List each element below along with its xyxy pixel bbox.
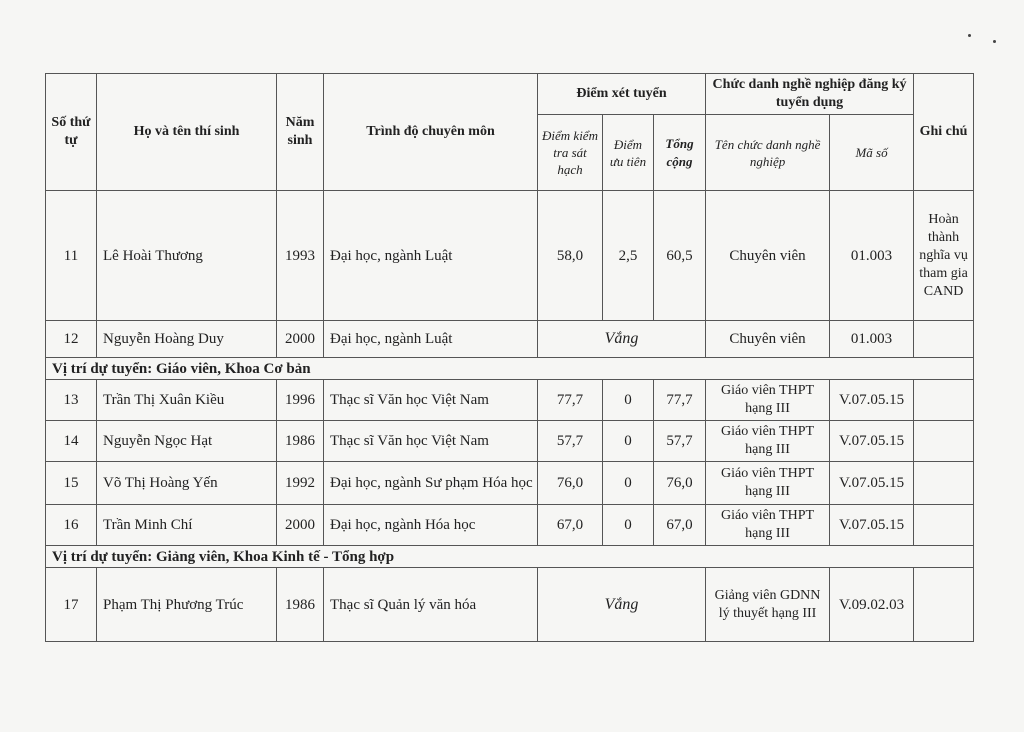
cell-no: 11	[46, 191, 97, 321]
cell-score-total: 60,5	[654, 191, 706, 321]
table-row	[46, 505, 974, 546]
cell-year: 1986	[277, 421, 324, 462]
cell-title-name: Chuyên viên	[706, 321, 830, 358]
cell-name: Nguyễn Hoàng Duy	[97, 321, 277, 358]
cell-score-exam: 67,0	[538, 505, 603, 546]
cell-no: 13	[46, 380, 97, 421]
col-header-title-name: Tên chức danh nghề nghiệp	[706, 115, 830, 191]
section-title: Vị trí dự tuyển: Giảng viên, Khoa Kinh tế - Tổng hợp	[46, 546, 974, 568]
section-title: Vị trí dự tuyển: Giáo viên, Khoa Cơ bản	[46, 358, 974, 380]
cell-qualification: Đại học, ngành Luật	[324, 321, 538, 358]
col-header-title-group: Chức danh nghề nghiệp đăng ký tuyển dụng	[706, 74, 914, 115]
cell-title-name: Giáo viên THPT hạng III	[706, 421, 830, 462]
cell-title-name: Giảng viên GDNN lý thuyết hạng III	[706, 568, 830, 642]
cell-note	[914, 568, 974, 642]
cell-title-code: V.09.02.03	[830, 568, 914, 642]
cell-score-total: 77,7	[654, 380, 706, 421]
col-header-score-total: Tổng cộng	[654, 115, 706, 191]
cell-name: Trần Minh Chí	[97, 505, 277, 546]
cell-score-priority: 2,5	[603, 191, 654, 321]
col-header-score-exam: Điểm kiểm tra sát hạch	[538, 115, 603, 191]
cell-note	[914, 421, 974, 462]
col-header-birth-year: Năm sinh	[277, 74, 324, 191]
cell-no: 17	[46, 568, 97, 642]
col-header-score-priority: Điểm ưu tiên	[603, 115, 654, 191]
section-row	[46, 358, 974, 380]
cell-name: Trần Thị Xuân Kiều	[97, 380, 277, 421]
cell-note	[914, 380, 974, 421]
cell-title-code: V.07.05.15	[830, 421, 914, 462]
cell-no: 15	[46, 462, 97, 505]
cell-title-name: Giáo viên THPT hạng III	[706, 462, 830, 505]
cell-score-priority: 0	[603, 505, 654, 546]
col-header-no: Số thứ tự	[46, 74, 97, 191]
col-header-score-group: Điểm xét tuyển	[538, 74, 706, 115]
cell-score-priority: 0	[603, 380, 654, 421]
cell-note	[914, 505, 974, 546]
table-row	[46, 321, 974, 358]
scan-speck	[968, 34, 971, 37]
cell-qualification: Đại học, ngành Luật	[324, 191, 538, 321]
cell-name: Lê Hoài Thương	[97, 191, 277, 321]
cell-note: Hoàn thành nghĩa vụ tham gia CAND	[914, 191, 974, 321]
cell-title-name: Chuyên viên	[706, 191, 830, 321]
cell-absent: Vắng	[538, 568, 706, 642]
cell-no: 12	[46, 321, 97, 358]
cell-score-exam: 77,7	[538, 380, 603, 421]
cell-year: 2000	[277, 505, 324, 546]
cell-score-total: 76,0	[654, 462, 706, 505]
cell-year: 2000	[277, 321, 324, 358]
cell-score-total: 57,7	[654, 421, 706, 462]
cell-title-name: Giáo viên THPT hạng III	[706, 380, 830, 421]
cell-qualification: Đại học, ngành Hóa học	[324, 505, 538, 546]
cell-title-name: Giáo viên THPT hạng III	[706, 505, 830, 546]
cell-no: 14	[46, 421, 97, 462]
table-header	[46, 74, 974, 191]
table-row	[46, 421, 974, 462]
cell-title-code: V.07.05.15	[830, 462, 914, 505]
cell-qualification: Thạc sĩ Văn học Việt Nam	[324, 421, 538, 462]
col-header-note: Ghi chú	[914, 74, 974, 191]
section-row	[46, 546, 974, 568]
table-row	[46, 380, 974, 421]
table-row	[46, 568, 974, 642]
cell-qualification: Đại học, ngành Sư phạm Hóa học	[324, 462, 538, 505]
cell-name: Nguyễn Ngọc Hạt	[97, 421, 277, 462]
cell-note	[914, 321, 974, 358]
cell-year: 1992	[277, 462, 324, 505]
cell-name: Phạm Thị Phương Trúc	[97, 568, 277, 642]
cell-score-exam: 76,0	[538, 462, 603, 505]
cell-title-code: V.07.05.15	[830, 505, 914, 546]
cell-name: Võ Thị Hoàng Yến	[97, 462, 277, 505]
cell-score-priority: 0	[603, 462, 654, 505]
cell-title-code: 01.003	[830, 321, 914, 358]
cell-title-code: V.07.05.15	[830, 380, 914, 421]
col-header-title-code: Mã số	[830, 115, 914, 191]
cell-score-priority: 0	[603, 421, 654, 462]
cell-qualification: Thạc sĩ Văn học Việt Nam	[324, 380, 538, 421]
col-header-name: Họ và tên thí sinh	[97, 74, 277, 191]
cell-score-total: 67,0	[654, 505, 706, 546]
cell-year: 1996	[277, 380, 324, 421]
cell-title-code: 01.003	[830, 191, 914, 321]
cell-qualification: Thạc sĩ Quản lý văn hóa	[324, 568, 538, 642]
cell-year: 1993	[277, 191, 324, 321]
table-row	[46, 191, 974, 321]
scan-speck	[993, 40, 996, 43]
cell-no: 16	[46, 505, 97, 546]
col-header-qualification: Trình độ chuyên môn	[324, 74, 538, 191]
table-row	[46, 462, 974, 505]
cell-note	[914, 462, 974, 505]
cell-year: 1986	[277, 568, 324, 642]
candidate-results-table	[45, 73, 974, 642]
cell-absent: Vắng	[538, 321, 706, 358]
cell-score-exam: 58,0	[538, 191, 603, 321]
cell-score-exam: 57,7	[538, 421, 603, 462]
